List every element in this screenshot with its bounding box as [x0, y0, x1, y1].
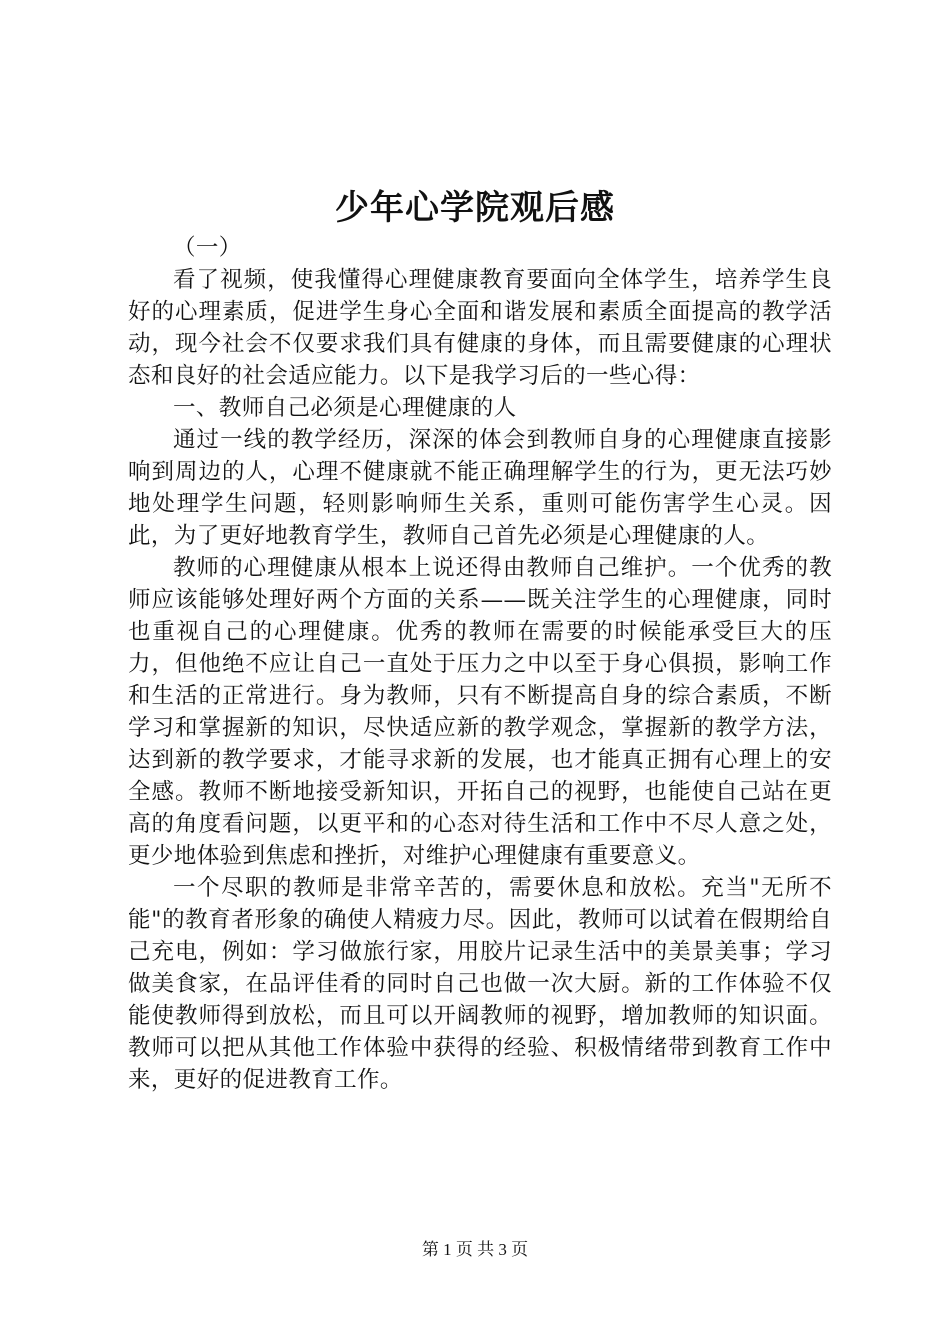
section-heading: 一、教师自己必须是心理健康的人 [173, 395, 517, 421]
paragraph-intro: 看了视频，使我懂得心理健康教育要面向全体学生，培养学生良好的心理素质，促进学生身心全面和谐发展和素质全面提高的教学活动，现今社会不仅要求我们具有健康的身体，而且需要健康的心理状态和良好的社会适应能力。以下是我学习后的一些心得： [128, 267, 832, 389]
document-body [128, 232, 832, 1096]
document-title: 少年心学院观后感 [335, 188, 615, 228]
page-footer: 第 1 页 共 3 页 [421, 1240, 529, 1259]
paragraph-rest-relax: 一个尽职的教师是非常辛苦的，需要休息和放松。充当"无所不能"的教育者形象的确使人精疲力尽。因此，教师可以试着在假期给自己充电，例如：学习做旅行家，用胶片记录生活中的美景美事；学习做美食家，在品评佳肴的同时自己也做一次大厨。新的工作体验不仅能使教师得到放松，而且可以开阔教师的视野，增加教师的知识面。教师可以把从其他工作体验中获得的经验、积极情绪带到教育工作中来，更好的促进教育工作。 [128, 875, 832, 1093]
section-number: （一） [173, 235, 242, 261]
paragraph-experience: 通过一线的教学经历，深深的体会到教师自身的心理健康直接影响到周边的人，心理不健康就不能正确理解学生的行为，更无法巧妙地处理学生问题，轻则影响师生关系，重则可能伤害学生心灵。因此，为了更好地教育学生，教师自己首先必须是心理健康的人。 [128, 427, 832, 549]
paragraph-self-maintenance: 教师的心理健康从根本上说还得由教师自己维护。一个优秀的教师应该能够处理好两个方面的关系——既关注学生的心理健康，同时也重视自己的心理健康。优秀的教师在需要的时候能承受巨大的压力，但他绝不应让自己一直处于压力之中以至于身心俱损，影响工作和生活的正常进行。身为教师，只有不断提高自身的综合素质，不断学习和掌握新的知识，尽快适应新的教学观念，掌握新的教学方法，达到新的教学要求，才能寻求新的发展，也才能真正拥有心理上的安全感。教师不断地接受新知识，开拓自己的视野，也能使自己站在更高的角度看问题，以更平和的心态对待生活和工作中不尽人意之处，更少地体验到焦虑和挫折，对维护心理健康有重要意义。 [128, 555, 832, 869]
